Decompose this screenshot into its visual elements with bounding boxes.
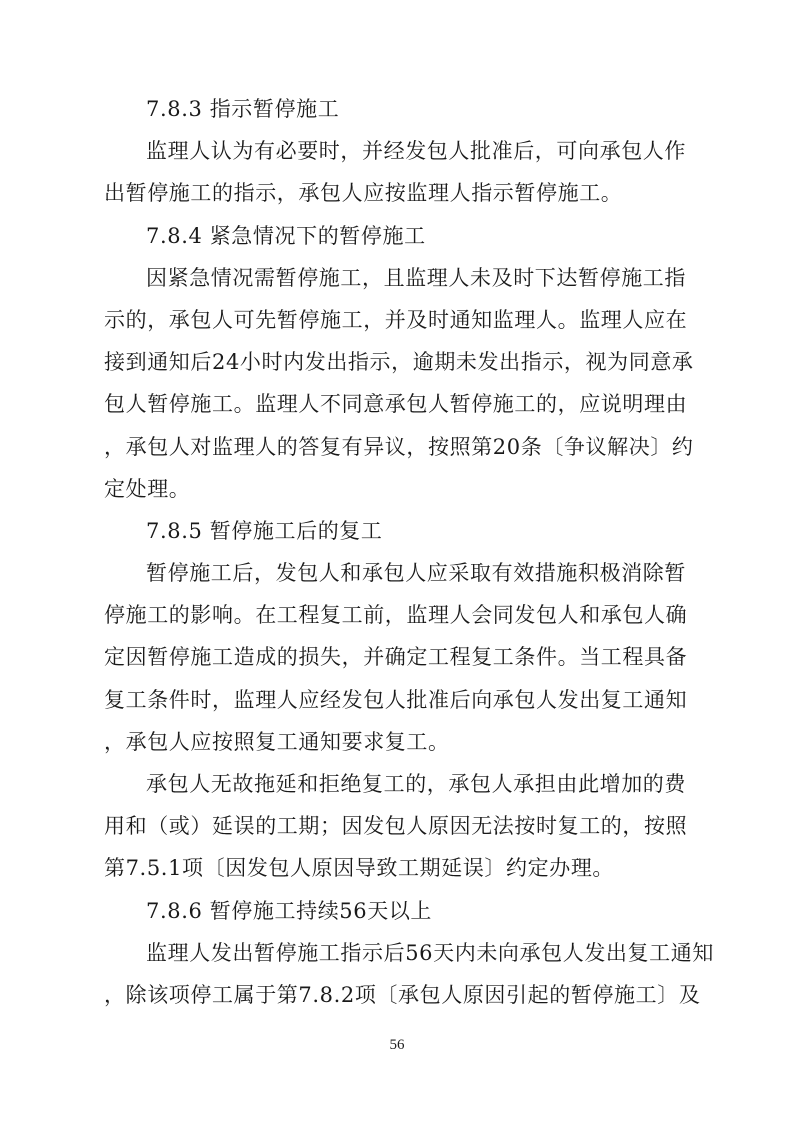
paragraph-line: 出暂停施工的指示，承包人应按监理人指示暂停施工。 [104, 181, 623, 206]
paragraph-line: ，承包人对监理人的答复有异议，按照第20条〔争议解决〕约 [104, 434, 694, 459]
paragraph-line: 监理人发出暂停施工指示后56天内未向承包人发出复工通知 [146, 940, 714, 965]
paragraph-line: 定处理。 [104, 476, 191, 501]
paragraph-line: 监理人认为有必要时，并经发包人批准后，可向承包人作 [146, 139, 686, 164]
section-heading-7-8-5: 7.8.5 暂停施工后的复工 [146, 518, 383, 543]
paragraph-line: 用和（或）延误的工期；因发包人原因无法按时复工的，按照 [104, 814, 688, 839]
paragraph-line: 第7.5.1项〔因发包人原因导致工期延误〕约定办理。 [104, 856, 615, 881]
body-text [104, 88, 714, 1016]
paragraph-line: 因紧急情况需暂停施工，且监理人未及时下达暂停施工指 [146, 265, 686, 290]
paragraph-line: ，承包人应按照复工通知要求复工。 [104, 729, 450, 754]
paragraph-line: 停施工的影响。在工程复工前，监理人会同发包人和承包人确 [104, 603, 688, 628]
section-heading-7-8-4: 7.8.4 紧急情况下的暂停施工 [146, 223, 426, 248]
paragraph-line: 复工条件时，监理人应经发包人批准后向承包人发出复工通知 [104, 687, 688, 712]
paragraph-line: ，除该项停工属于第7.8.2项〔承包人原因引起的暂停施工〕及 [104, 982, 701, 1007]
section-heading-7-8-3: 7.8.3 指示暂停施工 [146, 97, 340, 121]
section-heading-7-8-6: 7.8.6 暂停施工持续56天以上 [146, 898, 433, 923]
paragraph-line: 接到通知后24小时内发出指示，逾期未发出指示，视为同意承 [104, 350, 694, 375]
paragraph-line: 定因暂停施工造成的损失，并确定工程复工条件。当工程具备 [104, 645, 688, 670]
page-number: 56 [389, 1037, 405, 1053]
paragraph-line: 承包人无故拖延和拒绝复工的，承包人承担由此增加的费 [146, 772, 686, 796]
paragraph-line: 包人暂停施工。监理人不同意承包人暂停施工的，应说明理由 [104, 392, 688, 417]
paragraph-line: 暂停施工后，发包人和承包人应采取有效措施积极消除暂 [146, 561, 686, 586]
paragraph-line: 示的，承包人可先暂停施工，并及时通知监理人。监理人应在 [104, 307, 688, 332]
